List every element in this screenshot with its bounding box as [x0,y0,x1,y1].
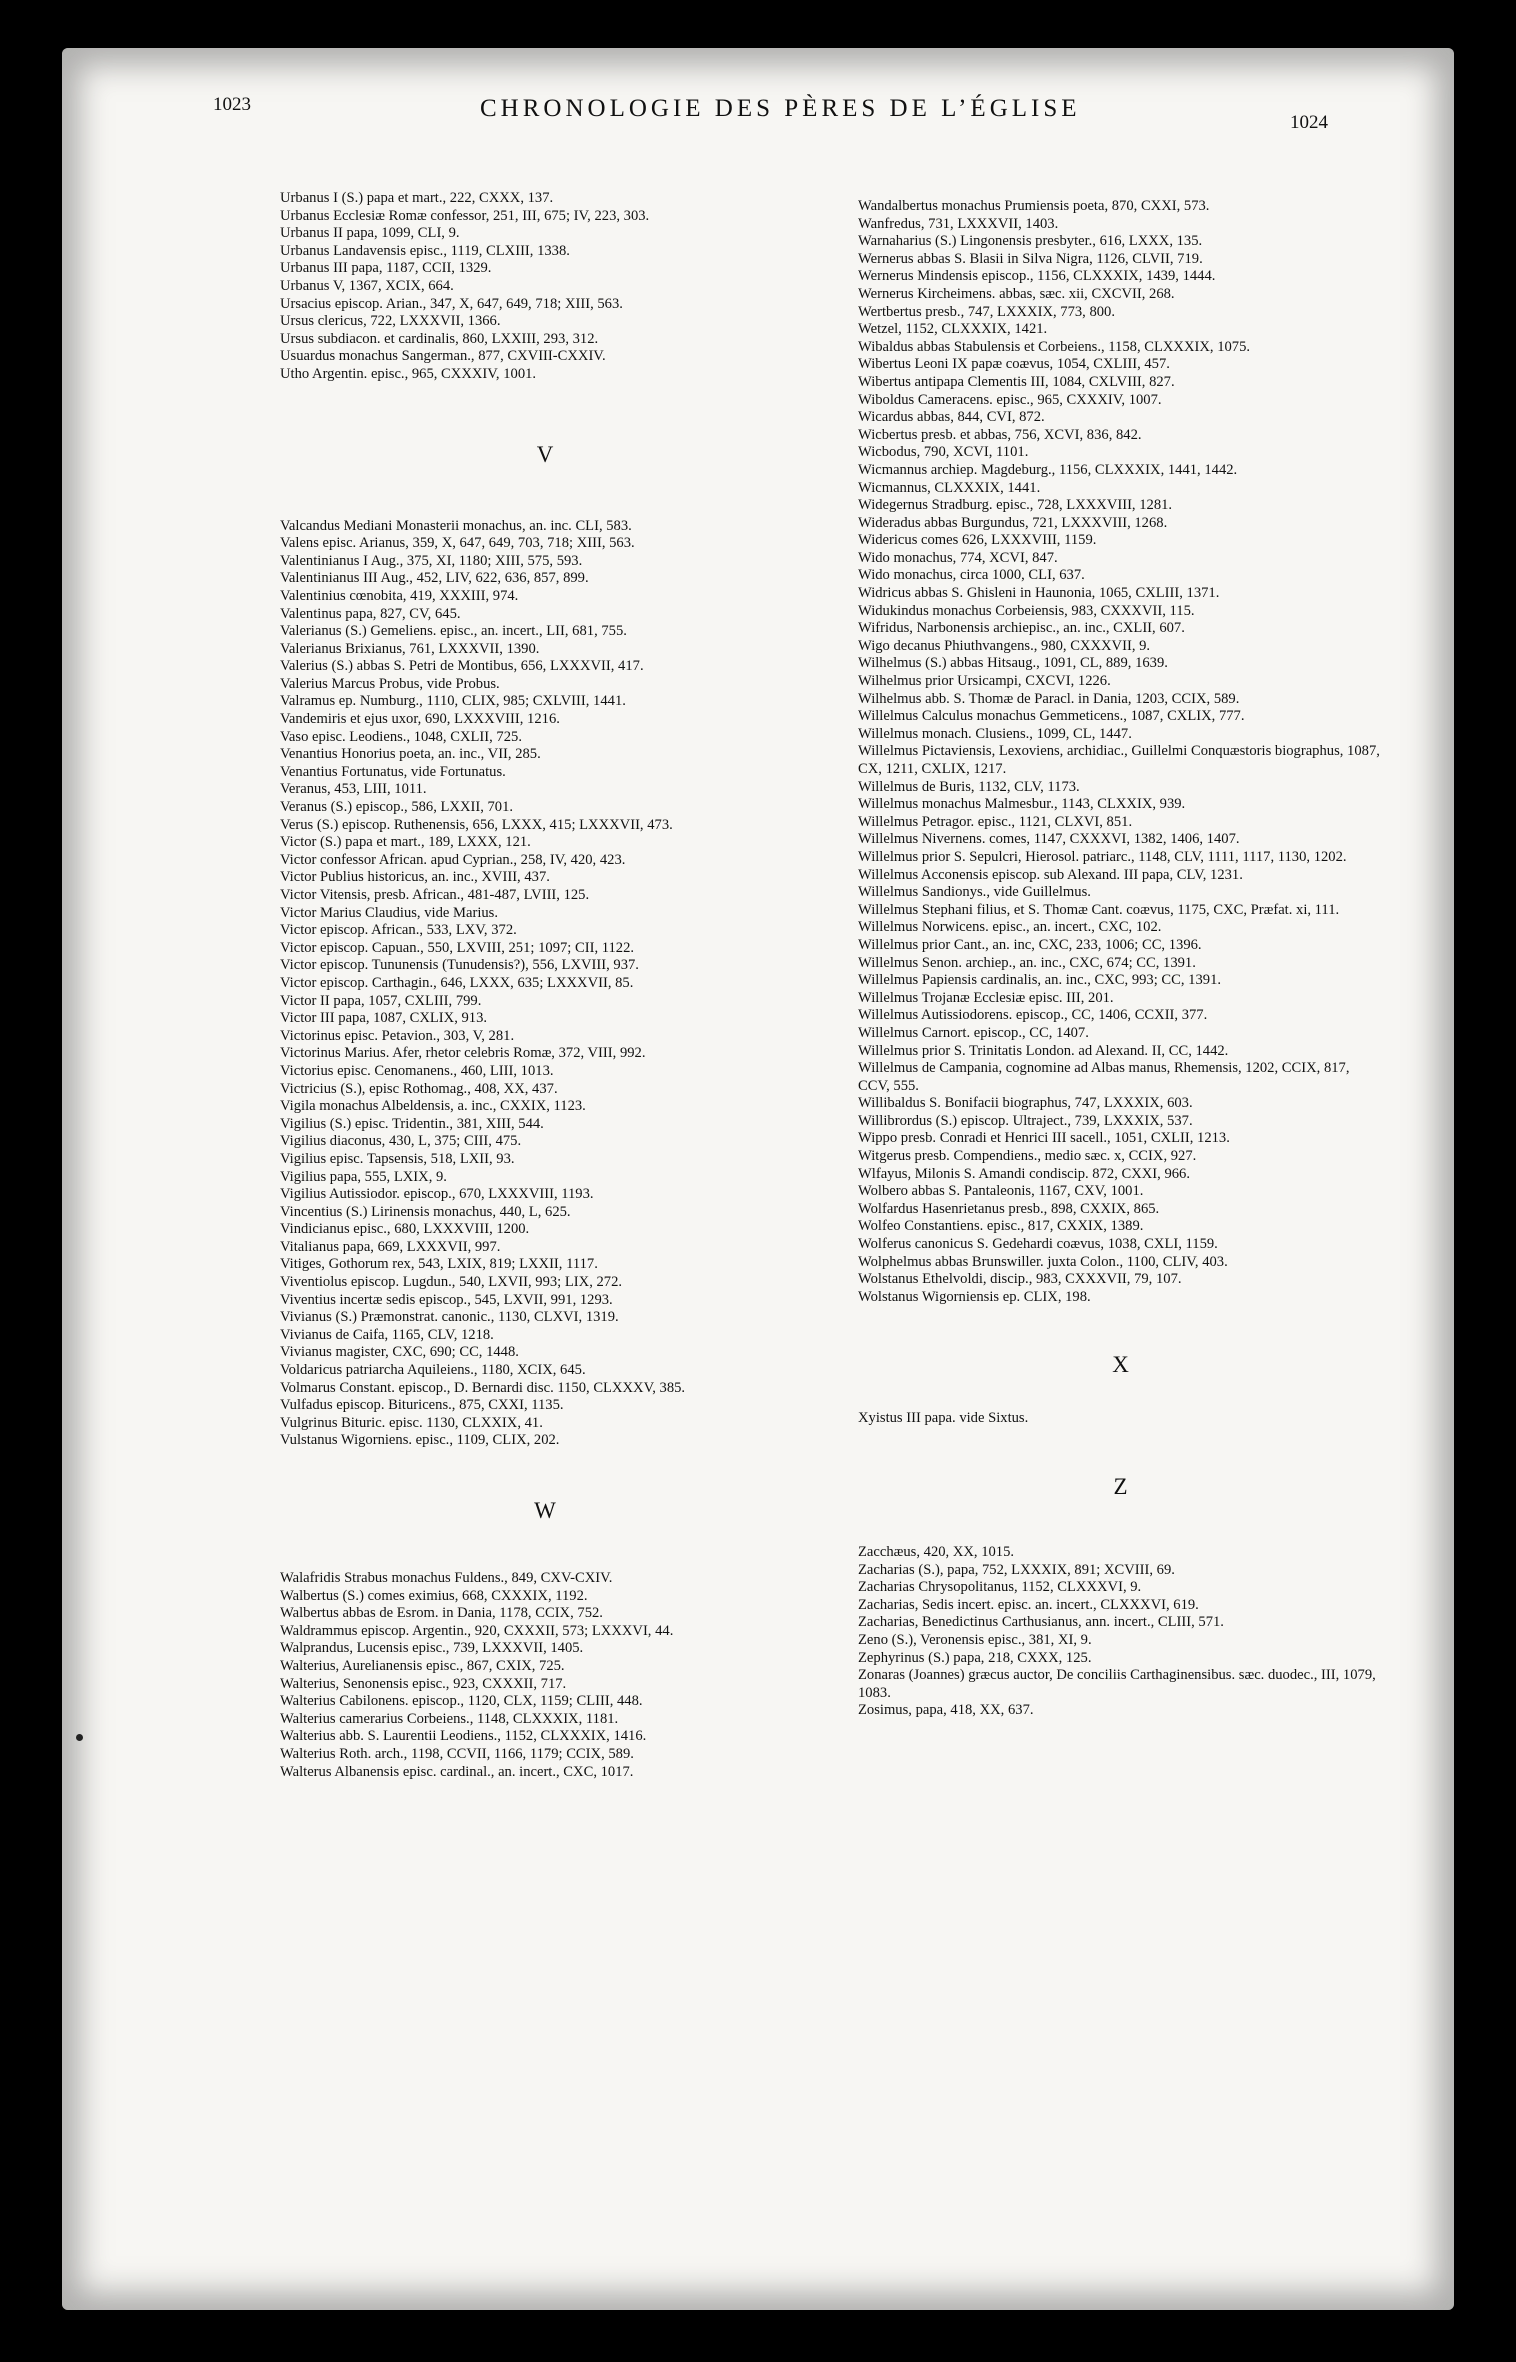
index-entry: Willelmus Nivernens. comes, 1147, CXXXVI, 1382, 1406, 1407. [858,831,1240,848]
index-entry: Wolferus canonicus S. Gedehardi coævus, 1038, CXLI, 1159. [858,1236,1218,1253]
u-entries [280,190,810,384]
index-entry: Willelmus Senon. archiep., an. inc., CXC, 674; CC, 1391. [858,954,1196,971]
w-entries-left [280,1570,810,1781]
index-entry: Victor II papa, 1057, CXLIII, 799. [280,992,482,1009]
index-entry: Walterius camerarius Corbeiens., 1148, CLXXXIX, 1181. [280,1710,619,1727]
index-entry: Urbanus II papa, 1099, CLI, 9. [280,225,460,242]
section-heading-x: X [1112,1352,1129,1378]
index-entry: Wilhelmus prior Ursicampi, CXCVI, 1226. [858,673,1111,690]
index-entry: Wlfayus, Milonis S. Amandi condiscip. 872, CXXI, 966. [858,1165,1190,1182]
index-entry: Venantius Fortunatus, vide Fortunatus. [280,763,506,780]
index-entry: Wiboldus Cameracens. episc., 965, CXXXIV, 1007. [858,391,1162,408]
index-entry: Victor episcop. Tununensis (Tunudensis?), 556, LXVIII, 937. [280,957,639,974]
index-entry: Vulstanus Wigorniens. episc., 1109, CLIX, 202. [280,1432,560,1449]
index-entry: Willelmus de Campania, cognomine ad Albas manus, Rhemensis, 1202, CCIX, 817, CCV, 555. [858,1060,1350,1094]
index-entry: Zosimus, papa, 418, XX, 637. [858,1702,1034,1719]
index-entry: Zacharias, Sedis incert. episc. an. incert., CLXXXVI, 619. [858,1596,1199,1613]
index-entry: Wolfeo Constantiens. episc., 817, CXXIX, 1389. [858,1218,1144,1235]
index-entry: Willelmus Sandionys., vide Guillelmus. [858,884,1091,901]
index-entry: Wigo decanus Phiuthvangens., 980, CXXXVII, 9. [858,637,1151,654]
index-entry: Wernerus Kircheimens. abbas, sæc. xii, CXCVII, 268. [858,285,1175,302]
index-entry: Victor episcop. African., 533, LXV, 372. [280,922,517,939]
index-entry: Victorius episc. Cenomanens., 460, LIII, 1013. [280,1062,554,1079]
index-entry: Walterius, Aurelianensis episc., 867, CXIX, 725. [280,1657,565,1674]
index-entry: Willelmus Norwicens. episc., an. incert., CXC, 102. [858,919,1162,936]
index-entry: Willelmus Stephani filius, et S. Thomæ Cant. coævus, 1175, CXC, Præfat. xi, 111. [858,901,1340,918]
index-entry: Willelmus Autissiodorens. episcop., CC, 1406, CCXII, 377. [858,1007,1208,1024]
index-entry: Walterius Roth. arch., 1198, CCVII, 1166, 1179; CCIX, 589. [280,1745,634,1762]
index-entry: Willibaldus S. Bonifacii biographus, 747, LXXXIX, 603. [858,1095,1193,1112]
index-entry: Valramus ep. Numburg., 1110, CLIX, 985; CXLVIII, 1441. [280,693,626,710]
margin-mark [76,1734,83,1741]
index-entry: Wilhelmus abb. S. Thomæ de Paracl. in Dania, 1203, CCIX, 589. [858,690,1240,707]
left-column [280,190,810,1781]
index-entry: Veranus (S.) episcop., 586, LXXII, 701. [280,799,514,816]
index-entry: Valcandus Mediani Monasterii monachus, an. inc. CLI, 583. [280,517,632,534]
index-entry: Walprandus, Lucensis episc., 739, LXXXVII, 1405. [280,1640,584,1657]
section-heading-v: V [536,441,554,467]
index-entry: Victor Publius historicus, an. inc., XVIII, 437. [280,869,550,886]
section-heading-z: Z [1113,1474,1128,1499]
index-entry: Victricius (S.), episc Rothomag., 408, XX, 437. [280,1080,558,1097]
index-entry: Vigilius Autissiodor. episcop., 670, LXXXVIII, 1193. [280,1186,594,1203]
index-entry: Valerianus (S.) Gemeliens. episc., an. incert., LII, 681, 755. [280,623,627,640]
index-entry: Walafridis Strabus monachus Fuldens., 849, CXV-CXIV. [280,1570,613,1586]
index-entry: Wilhelmus (S.) abbas Hitsaug., 1091, CL, 889, 1639. [858,655,1168,672]
index-entry: Widegernus Stradburg. episc., 728, LXXXVIII, 1281. [858,497,1173,514]
index-entry: Wibertus antipapa Clementis III, 1084, CXLVIII, 827. [858,373,1175,390]
z-entries [858,1544,1383,1720]
index-entry: Zeno (S.), Veronensis episc., 381, XI, 9. [858,1631,1092,1648]
index-entry: Valentinianus I Aug., 375, XI, 1180; XIII, 575, 593. [280,552,583,569]
index-entry: Valerius (S.) abbas S. Petri de Montibus, 656, LXXXVII, 417. [280,658,644,675]
index-entry: Wertbertus presb., 747, LXXXIX, 773, 800. [858,303,1116,320]
index-entry: Vivianus magister, CXC, 690; CC, 1448. [280,1344,519,1361]
index-entry: Willelmus Calculus monachus Gemmeticens., 1087, CXLIX, 777. [858,708,1245,725]
index-entry: Vigilius episc. Tapsensis, 518, LXII, 93. [280,1150,515,1167]
index-entry: Viventiolus episcop. Lugdun., 540, LXVII, 993; LIX, 272. [280,1274,623,1291]
index-entry: Wibaldus abbas Stabulensis et Corbeiens., 1158, CLXXXIX, 1075. [858,338,1251,355]
index-entry: Walterius, Senonensis episc., 923, CXXXII, 717. [280,1675,567,1692]
index-entry: Xyistus III papa. vide Sixtus. [858,1410,1029,1427]
index-entry: Vitalianus papa, 669, LXXXVII, 997. [280,1238,501,1255]
index-entry: Willelmus Pictaviensis, Lexoviens, archidiac., Guillelmi Conquæstoris biographus, 1087, CX, 1211, CXLIX, 1217. [858,743,1380,777]
index-entry: Vivianus de Caifa, 1165, CLV, 1218. [280,1326,494,1343]
index-entry: Widricus abbas S. Ghisleni in Haunonia, 1065, CXLIII, 1371. [858,585,1220,602]
running-title: CHRONOLOGIE DES PÈRES DE L’ÉGLISE [480,95,1081,122]
index-entry: Veranus, 453, LIII, 1011. [280,781,427,798]
index-entry: Vivianus (S.) Præmonstrat. canonic., 1130, CLXVI, 1319. [280,1309,619,1326]
index-entry: Zephyrinus (S.) papa, 218, CXXX, 125. [858,1649,1092,1666]
index-entry: Victor Marius Claudius, vide Marius. [280,904,499,921]
index-entry: Urbanus I (S.) papa et mart., 222, CXXX, 137. [280,190,554,206]
index-entry: Walterius abb. S. Laurentii Leodiens., 1152, CLXXXIX, 1416. [280,1728,647,1745]
index-entry: Warnaharius (S.) Lingonensis presbyter., 616, LXXX, 135. [858,233,1203,250]
index-entry: Zacchæus, 420, XX, 1015. [858,1544,1015,1560]
index-entry: Willelmus monach. Clusiens., 1099, CL, 1447. [858,725,1132,742]
index-entry: Wibertus Leoni IX papæ coævus, 1054, CXLIII, 457. [858,356,1170,373]
index-entry: Urbanus III papa, 1187, CCII, 1329. [280,260,492,277]
index-entry: Ursus subdiacon. et cardinalis, 860, LXXIII, 293, 312. [280,330,599,347]
index-entry: Vigilius (S.) episc. Tridentin., 381, XIII, 544. [280,1115,544,1132]
index-entry: Vigila monachus Albeldensis, a. inc., CXXIX, 1123. [280,1098,586,1115]
index-entry: Usuardus monachus Sangerman., 877, CXVIII-CXXIV. [280,348,606,365]
index-entry: Vigilius papa, 555, LXIX, 9. [280,1168,447,1185]
index-entry: Zacharias, Benedictinus Carthusianus, ann. incert., CLIII, 571. [858,1614,1224,1631]
index-entry: Wido monachus, circa 1000, CLI, 637. [858,567,1085,584]
index-entry: Valerianus Brixianus, 761, LXXXVII, 1390. [280,640,540,657]
index-entry: Volmarus Constant. episcop., D. Bernardi disc. 1150, CLXXXV, 385. [280,1379,686,1396]
index-entry: Willelmus prior Cant., an. inc, CXC, 233, 1006; CC, 1396. [858,936,1202,953]
index-entry: Willelmus Acconensis episcop. sub Alexand. III papa, CLV, 1231. [858,866,1243,883]
index-entry: Willelmus prior S. Trinitatis London. ad Alexand. II, CC, 1442. [858,1042,1229,1059]
index-entry: Victor (S.) papa et mart., 189, LXXX, 121. [280,834,531,851]
left-page-number: 1023 [213,94,251,115]
index-entry: Willelmus monachus Malmesbur., 1143, CLXXIX, 939. [858,796,1186,813]
index-entry: Wolfardus Hasenrietanus presb., 898, CXXIX, 865. [858,1200,1160,1217]
index-entry: Wicmannus, CLXXXIX, 1441. [858,479,1041,496]
index-entry: Victor confessor African. apud Cyprian., 258, IV, 420, 423. [280,851,626,868]
index-entry: Victorinus episc. Petavion., 303, V, 281. [280,1027,515,1044]
index-entry: Wernerus abbas S. Blasii in Silva Nigra, 1126, CLVII, 719. [858,250,1203,267]
index-entry: Walbertus abbas de Esrom. in Dania, 1178, CCIX, 752. [280,1605,603,1622]
section-heading-w: W [534,1498,556,1523]
index-entry: Victor episcop. Capuan., 550, LXVIII, 251; 1097; CII, 1122. [280,939,635,956]
index-entry: Wido monachus, 774, XCVI, 847. [858,549,1058,566]
x-entries [858,1410,1383,1428]
index-entry: Wippo presb. Conradi et Henrici III sacell., 1051, CXLII, 1213. [858,1130,1230,1147]
index-entry: Wolphelmus abbas Brunswiller. juxta Colon., 1100, CLIV, 403. [858,1253,1228,1270]
index-entry: Waldrammus episcop. Argentin., 920, CXXXII, 573; LXXXVI, 44. [280,1622,674,1639]
index-entry: Vaso episc. Leodiens., 1048, CXLII, 725. [280,728,522,745]
index-entry: Vigilius diaconus, 430, L, 375; CIII, 475. [280,1133,522,1150]
index-entry: Wernerus Mindensis episcop., 1156, CLXXXIX, 1439, 1444. [858,268,1216,285]
index-entry: Willibrordus (S.) episcop. Ultraject., 739, LXXXIX, 537. [858,1112,1193,1129]
index-entry: Widericus comes 626, LXXXVIII, 1159. [858,532,1097,549]
index-entry: Ursus clericus, 722, LXXXVII, 1366. [280,313,501,330]
index-entry: Urbanus Ecclesiæ Romæ confessor, 251, III, 675; IV, 223, 303. [280,207,650,224]
index-entry: Wetzel, 1152, CLXXXIX, 1421. [858,321,1048,338]
index-entry: Wolbero abbas S. Pantaleonis, 1167, CXV, 1001. [858,1183,1144,1200]
index-entry: Widukindus monachus Corbeiensis, 983, CXXXVII, 115. [858,602,1195,619]
index-entry: Wifridus, Narbonensis archiepisc., an. inc., CXLII, 607. [858,620,1185,637]
index-entry: Valentinius cœnobita, 419, XXXIII, 974. [280,587,519,604]
index-entry: Willelmus Papiensis cardinalis, an. inc., CXC, 993; CC, 1391. [858,972,1222,989]
index-entry: Vulgrinus Bituric. episc. 1130, CLXXIX, 41. [280,1414,543,1431]
index-entry: Voldaricus patriarcha Aquileiens., 1180, XCIX, 645. [280,1362,586,1379]
index-entry: Walterius Cabilonens. episcop., 1120, CLX, 1159; CLIII, 448. [280,1693,643,1710]
index-entry: Victor episcop. Carthagin., 646, LXXX, 635; LXXXVII, 85. [280,974,634,991]
index-entry: Verus (S.) episcop. Ruthenensis, 656, LXXX, 415; LXXXVII, 473. [280,816,673,833]
index-entry: Wanfredus, 731, LXXXVII, 1403. [858,215,1059,232]
index-entry: Urbanus V, 1367, XCIX, 664. [280,277,454,294]
index-entry: Willelmus Trojanæ Ecclesiæ episc. III, 201. [858,989,1114,1006]
index-entry: Wolstanus Ethelvoldi, discip., 983, CXXXVII, 79, 107. [858,1271,1182,1288]
index-entry: Vindicianus episc., 680, LXXXVIII, 1200. [280,1221,530,1238]
index-entry: Willelmus Petragor. episc., 1121, CLXVI, 851. [858,813,1133,830]
index-entry: Walterus Albanensis episc. cardinal., an. incert., CXC, 1017. [280,1763,634,1780]
index-entry: Victor III papa, 1087, CXLIX, 913. [280,1010,488,1027]
index-entry: Willelmus prior S. Sepulcri, Hierosol. patriarc., 1148, CLV, 1111, 1117, 1130, 1202. [858,848,1347,865]
right-column [858,198,1383,1720]
index-entry: Wolstanus Wigorniensis ep. CLIX, 198. [858,1288,1091,1305]
index-entry: Viventius incertæ sedis episcop., 545, LXVII, 991, 1293. [280,1291,613,1308]
index-entry: Ursacius episcop. Arian., 347, X, 647, 649, 718; XIII, 563. [280,295,623,312]
w-entries-right [858,198,1383,1306]
index-entry: Wideradus abbas Burgundus, 721, LXXXVIII, 1268. [858,514,1168,531]
index-entry: Zonaras (Joannes) græcus auctor, De conciliis Carthaginensibus. sæc. duodec., III, 1079, 1083. [858,1667,1376,1701]
v-entries [280,518,810,1450]
index-entry: Venantius Honorius poeta, an. inc., VII, 285. [280,746,541,763]
index-entry: Valentinianus III Aug., 452, LIV, 622, 636, 857, 899. [280,570,589,587]
index-entry: Wicmannus archiep. Magdeburg., 1156, CLXXXIX, 1441, 1442. [858,461,1238,478]
index-entry: Urbanus Landavensis episc., 1119, CLXIII, 1338. [280,242,570,259]
index-entry: Willelmus Carnort. episcop., CC, 1407. [858,1024,1089,1041]
index-entry: Valens episc. Arianus, 359, X, 647, 649, 703, 718; XIII, 563. [280,535,635,552]
index-entry: Valerius Marcus Probus, vide Probus. [280,675,500,692]
index-entry: Zacharias Chrysopolitanus, 1152, CLXXXVI, 9. [858,1579,1142,1596]
index-entry: Walbertus (S.) comes eximius, 668, CXXXIX, 1192. [280,1587,588,1604]
index-entry: Wicbertus presb. et abbas, 756, XCVI, 836, 842. [858,426,1142,443]
index-entry: Wandalbertus monachus Prumiensis poeta, 870, CXXI, 573. [858,198,1210,214]
index-entry: Wicbodus, 790, XCVI, 1101. [858,444,1029,461]
index-entry: Wicardus abbas, 844, CVI, 872. [858,409,1045,426]
index-entry: Witgerus presb. Compendiens., medio sæc. x, CCIX, 927. [858,1148,1197,1165]
index-entry: Vandemiris et ejus uxor, 690, LXXXVIII, 1216. [280,711,560,728]
index-entry: Victor Vitensis, presb. African., 481-487, LVIII, 125. [280,887,590,903]
index-entry: Vincentius (S.) Lirinensis monachus, 440, L, 625. [280,1203,571,1220]
right-page-number: 1024 [1290,112,1328,133]
index-entry: Willelmus de Buris, 1132, CLV, 1173. [858,778,1080,795]
index-entry: Utho Argentin. episc., 965, CXXXIV, 1001. [280,365,537,382]
index-entry: Vulfadus episcop. Bituricens., 875, CXXI, 1135. [280,1397,564,1414]
index-entry: Vitiges, Gothorum rex, 543, LXIX, 819; LXXII, 1117. [280,1256,598,1273]
index-entry: Victorinus Marius. Afer, rhetor celebris Romæ, 372, VIII, 992. [280,1045,646,1062]
index-entry: Zacharias (S.), papa, 752, LXXXIX, 891; XCVIII, 69. [858,1561,1175,1578]
index-entry: Valentinus papa, 827, CV, 645. [280,605,461,622]
